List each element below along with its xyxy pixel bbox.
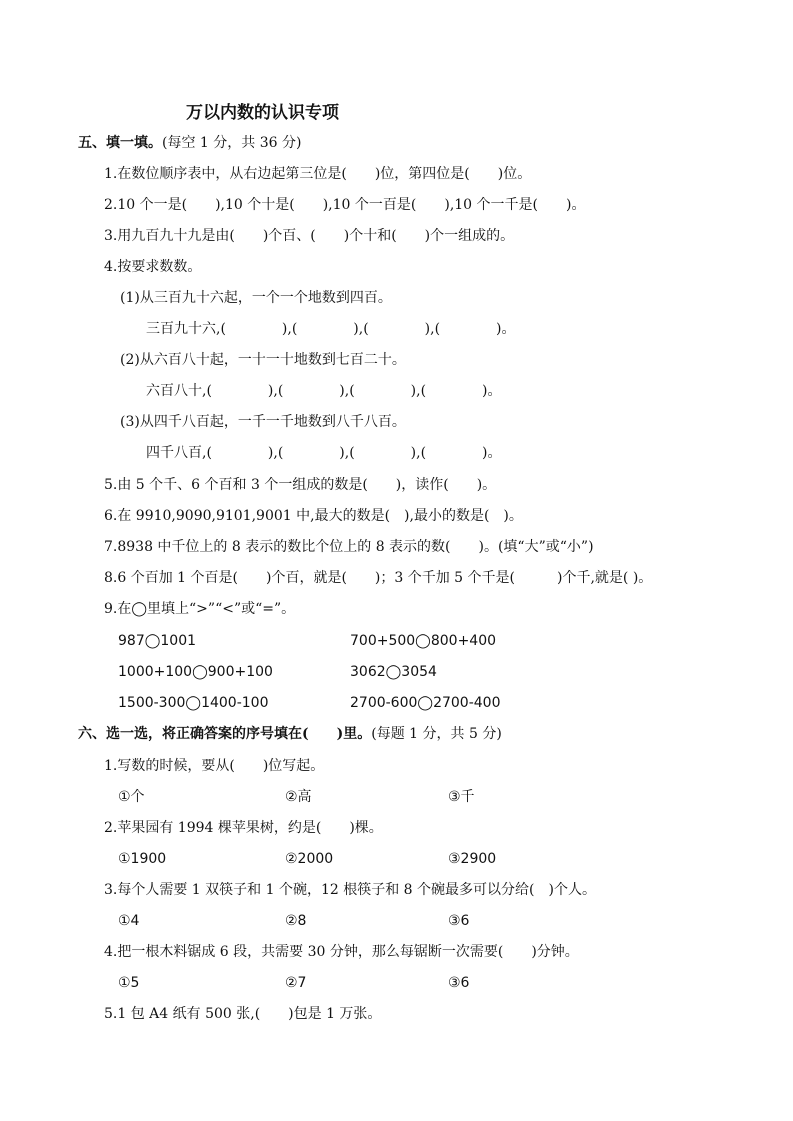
question-5-1: 1.在数位顺序表中，从右边起第三位是( )位，第四位是( )位。 <box>104 166 532 182</box>
question-6-1: 1.写数的时候，要从( )位写起。 <box>104 758 325 774</box>
compare-item: 987◯1001 <box>118 633 197 649</box>
question-5-4-1-answer: 三百九十六,( ),( ),( ),( )。 <box>146 321 516 337</box>
option: ③6 <box>448 975 470 991</box>
question-6-3: 3.每个人需要 1 双筷子和 1 个碗，12 根筷子和 8 个碗最多可以分给( )个人。 <box>104 882 596 898</box>
option: ②8 <box>285 913 307 929</box>
compare-item: 700+500◯800+400 <box>350 633 497 649</box>
option: ①个 <box>118 789 145 805</box>
option: ①4 <box>118 913 140 929</box>
question-6-5: 5.1 包 A4 纸有 500 张,( )包是 1 万张。 <box>104 1006 382 1022</box>
compare-item: 1500-300◯1400-100 <box>118 695 269 711</box>
compare-item: 1000+100◯900+100 <box>118 664 273 680</box>
section6-note: (每题 1 分，共 5 分) <box>371 726 502 742</box>
question-5-2: 2.10 个一是( ),10 个十是( ),10 个一百是( ),10 个一千是( )。 <box>104 197 586 213</box>
question-5-6: 6.在 9910,9090,9101,9001 中,最大的数是( ),最小的数是( )。 <box>104 508 523 524</box>
section5-header <box>78 133 301 153</box>
question-5-4-2-answer: 六百八十,( ),( ),( ),( )。 <box>146 383 502 399</box>
section6-header <box>78 724 502 744</box>
section6-heading: 六、选一选，将正确答案的序号填在( )里。 <box>78 726 372 742</box>
option: ①1900 <box>118 851 167 867</box>
option: ①5 <box>118 975 140 991</box>
question-5-4-1: (1)从三百九十六起，一个一个地数到四百。 <box>120 290 392 306</box>
page-title: 万以内数的认识专项 <box>186 103 339 123</box>
compare-item: 2700-600◯2700-400 <box>350 695 501 711</box>
section5-note: (每空 1 分，共 36 分) <box>162 135 302 151</box>
question-5-4: 4.按要求数数。 <box>104 259 202 275</box>
question-5-4-3: (3)从四千八百起，一千一千地数到八千八百。 <box>120 414 406 430</box>
question-6-2: 2.苹果园有 1994 棵苹果树，约是( )棵。 <box>104 820 383 836</box>
option: ③千 <box>448 789 475 805</box>
section5-heading: 五、填一填。 <box>78 135 162 151</box>
question-6-4: 4.把一根木料锯成 6 段，共需要 30 分钟，那么每锯断一次需要( )分钟。 <box>104 944 579 960</box>
question-5-4-3-answer: 四千八百,( ),( ),( ),( )。 <box>146 445 502 461</box>
option: ②高 <box>285 789 312 805</box>
option: ②2000 <box>285 851 334 867</box>
question-5-3: 3.用九百九十九是由( )个百、( )个十和( )个一组成的。 <box>104 228 515 244</box>
question-5-9: 9.在◯里填上“>”“<”或“=”。 <box>104 601 296 617</box>
compare-item: 3062◯3054 <box>350 664 437 680</box>
option: ③2900 <box>448 851 497 867</box>
question-5-7: 7.8938 中千位上的 8 表示的数比个位上的 8 表示的数( )。(填“大”或“小”) <box>104 539 594 555</box>
question-5-8: 8.6 个百加 1 个百是( )个百，就是( )；3 个千加 5 个千是( )个千,就是( )。 <box>104 570 653 586</box>
question-5-4-2: (2)从六百八十起，一十一十地数到七百二十。 <box>120 352 406 368</box>
question-5-5: 5.由 5 个千、6 个百和 3 个一组成的数是( )，读作( )。 <box>104 477 497 493</box>
option: ③6 <box>448 913 470 929</box>
option: ②7 <box>285 975 307 991</box>
